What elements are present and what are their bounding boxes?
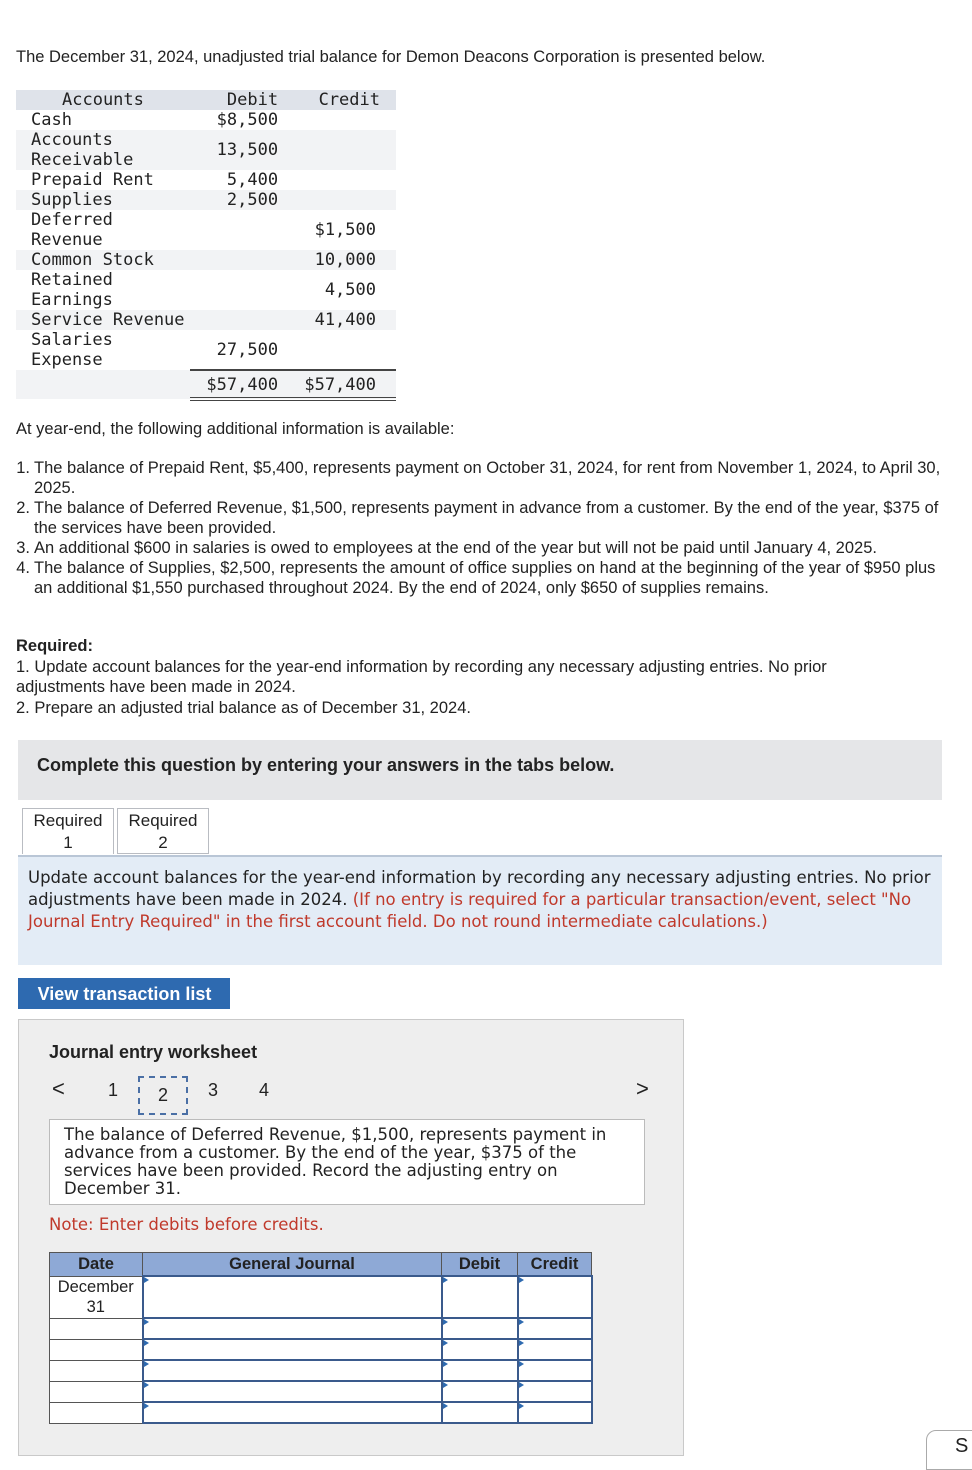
credit-value: $1,500 xyxy=(314,220,376,240)
credit-field[interactable] xyxy=(518,1360,592,1381)
account-name: Cash xyxy=(31,110,72,130)
list-item: 3. An additional $600 in salaries is owed to employees at the end of the year but will not be paid until January 4, 2025. xyxy=(16,539,877,557)
note-text: Note: Enter debits before credits. xyxy=(49,1215,324,1234)
credit-field[interactable] xyxy=(518,1318,592,1339)
debit-value: $8,500 xyxy=(216,110,279,130)
prev-icon[interactable]: < xyxy=(52,1076,65,1101)
general-journal-header: General Journal xyxy=(143,1253,442,1277)
credit-field[interactable] xyxy=(518,1402,592,1423)
credit-value xyxy=(278,190,396,210)
debit-total: $57,400 xyxy=(190,370,278,399)
debit-field[interactable] xyxy=(442,1402,518,1423)
account-name: Service Revenue xyxy=(16,310,190,330)
table-row xyxy=(16,330,396,370)
credit-header: Credit xyxy=(518,1253,592,1277)
transaction-description: The balance of Deferred Revenue, $1,500, represents payment in advance from a customer. By the end of the year, $375 of the services have been provided. Record the adjusting entry on December 31. xyxy=(49,1119,645,1205)
credit-value xyxy=(278,170,396,190)
account-name: Supplies xyxy=(16,190,190,210)
credit-value xyxy=(278,130,396,170)
worksheet-title: Journal entry worksheet xyxy=(49,1042,258,1062)
journal-table xyxy=(49,1252,593,1424)
credit-total: $57,400 xyxy=(278,370,396,399)
credit-field[interactable] xyxy=(518,1381,592,1402)
journal-row xyxy=(50,1339,592,1360)
table-row xyxy=(16,110,396,130)
required-line-1: 1. Update account balances for the year-end information by recording any necessary adjusting entries. No prior adjustments have been made in 2024. xyxy=(16,657,827,696)
table-row xyxy=(16,190,396,210)
debit-field[interactable] xyxy=(442,1339,518,1360)
account-name: Prepaid Rent xyxy=(31,170,154,190)
journal-row xyxy=(50,1402,592,1423)
debit-header: Debit xyxy=(442,1253,518,1277)
page-1-link[interactable]: 1 xyxy=(108,1080,119,1100)
table-row xyxy=(16,270,396,310)
accounts-header: Accounts xyxy=(16,90,190,110)
credit-value: 41,400 xyxy=(278,310,396,330)
page-4-link[interactable]: 4 xyxy=(259,1080,270,1100)
credit-header: Credit xyxy=(278,90,396,110)
required-heading: Required: xyxy=(16,637,94,655)
instructions-banner xyxy=(18,740,942,800)
credit-value xyxy=(278,110,396,130)
tab-instructions: Update account balances for the year-end information by recording any necessary adjusting entries. No prior adjustments have been made in 2024. (If no entry is required for a particular transaction/event, select "No Journal Entry Required" in the first account field. Do not round intermediate calculations.) xyxy=(18,857,942,965)
list-item: 1. The balance of Prepaid Rent, $5,400, represents payment on October 31, 2024, for rent from November 1, 2024, to April 30, 2025. xyxy=(16,459,941,497)
account-name: Salaries Expense xyxy=(31,330,113,370)
table-row xyxy=(16,170,396,190)
debit-field[interactable] xyxy=(442,1381,518,1402)
account-field[interactable] xyxy=(143,1318,442,1339)
date-header: Date xyxy=(50,1253,143,1277)
journal-row xyxy=(50,1318,592,1339)
account-field[interactable] xyxy=(143,1360,442,1381)
list-item: 4. The balance of Supplies, $2,500, represents the amount of office supplies on hand at the beginning of the year of $950 plus an additional $1,550 purchased throughout 2024. By the end of 2024, only $650 of supplies remains. xyxy=(16,559,936,597)
debit-field[interactable] xyxy=(442,1360,518,1381)
table-row xyxy=(16,130,396,170)
debit-value: 13,500 xyxy=(190,130,278,170)
account-name: Deferred Revenue xyxy=(31,210,113,250)
debit-header: Debit xyxy=(190,90,278,110)
view-transaction-list-button[interactable]: View transaction list xyxy=(18,978,230,1009)
table-row xyxy=(16,210,396,250)
trial-balance-table xyxy=(16,90,396,401)
tab-required-1[interactable]: Required 1 xyxy=(22,808,114,854)
totals-row xyxy=(16,370,396,399)
additional-info-list xyxy=(16,458,956,598)
journal-row xyxy=(50,1276,592,1318)
journal-entry-worksheet xyxy=(18,1019,684,1456)
account-field[interactable] xyxy=(143,1402,442,1423)
page-2-link[interactable]: 2 xyxy=(138,1076,188,1115)
credit-value: 4,500 xyxy=(324,280,376,300)
page-3-link[interactable]: 3 xyxy=(208,1080,219,1100)
tab-required-2[interactable]: Required 2 xyxy=(117,808,209,854)
credit-value: 10,000 xyxy=(278,250,396,270)
required-section xyxy=(16,636,916,718)
table-row xyxy=(16,310,396,330)
debit-value: 27,500 xyxy=(216,339,279,360)
credit-field[interactable] xyxy=(518,1276,592,1318)
required-line-2: 2. Prepare an adjusted trial balance as of December 31, 2024. xyxy=(16,698,471,717)
debit-value xyxy=(190,310,278,330)
account-field[interactable] xyxy=(143,1339,442,1360)
journal-row xyxy=(50,1381,592,1402)
journal-row xyxy=(50,1360,592,1381)
debit-value: 2,500 xyxy=(190,190,278,210)
banner-text: Complete this question by entering your answers in the tabs below. xyxy=(37,755,615,775)
debit-field[interactable] xyxy=(442,1276,518,1318)
credit-value xyxy=(278,330,396,370)
debit-value xyxy=(190,250,278,270)
intro-text: The December 31, 2024, unadjusted trial balance for Demon Deacons Corporation is presented below. xyxy=(16,48,766,66)
credit-field[interactable] xyxy=(518,1339,592,1360)
list-item: 2. The balance of Deferred Revenue, $1,500, represents payment in advance from a customer. By the end of the year, $375 of the services have been provided. xyxy=(16,499,939,537)
additional-info-intro: At year-end, the following additional information is available: xyxy=(16,420,455,438)
debit-value xyxy=(190,210,278,250)
debit-field[interactable] xyxy=(442,1318,518,1339)
account-field[interactable] xyxy=(143,1276,442,1318)
date-cell: December 31 xyxy=(50,1276,143,1318)
next-icon[interactable]: > xyxy=(636,1076,649,1101)
debit-value xyxy=(190,270,278,310)
account-name: Retained Earnings xyxy=(31,270,113,310)
account-name: Accounts Receivable xyxy=(16,130,190,170)
account-name: Common Stock xyxy=(16,250,190,270)
partial-button[interactable]: S xyxy=(926,1430,972,1470)
table-row xyxy=(16,250,396,270)
account-field[interactable] xyxy=(143,1381,442,1402)
debit-value: 5,400 xyxy=(226,170,279,190)
